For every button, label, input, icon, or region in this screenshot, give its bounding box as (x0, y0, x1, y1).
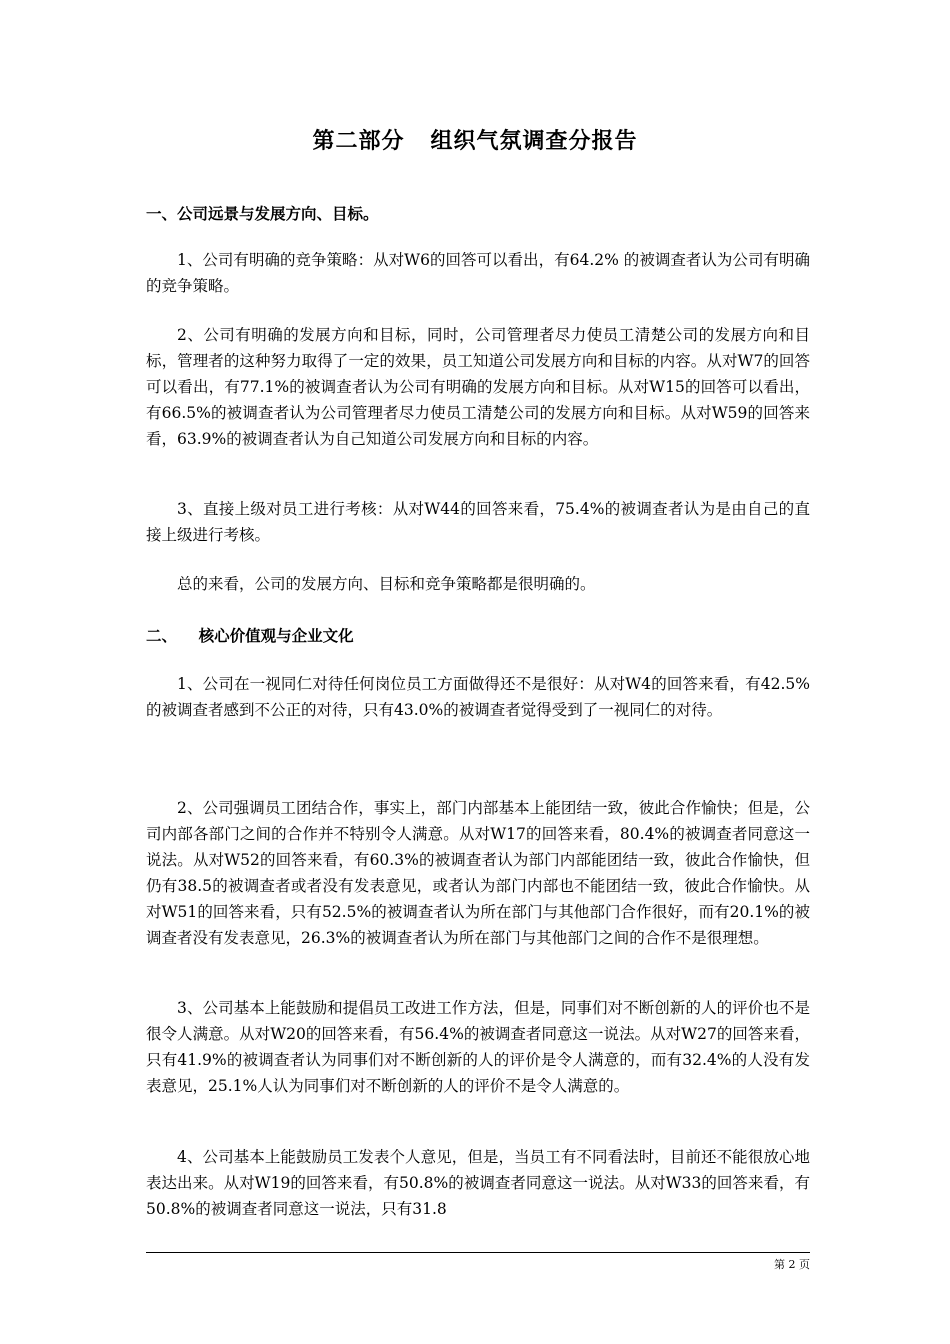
paragraph: 2、公司强调员工团结合作，事实上，部门内部基本上能团结一致，彼此合作愉快；但是，公司内部各部门之间的合作并不特别令人满意。从对W17的回答来看，80.4%的被调查者同意这一说法。从对W52的回答来看，有60.3%的被调查者认为部门内部能团结一致，彼此合作愉快，但仍有38.5的被调查者或者没有发表意见，或者认为部门内部也不能团结一致，彼此合作愉快。从对W51的回答来看，只有52.5%的被调查者认为所在部门与其他部门合作很好，而有20.1%的被调查者没有发表意见，26.3%的被调查者认为所在部门与其他部门之间的合作不是很理想。 (146, 799, 810, 947)
paragraph: 2、公司有明确的发展方向和目标，同时，公司管理者尽力使员工清楚公司的发展方向和目标，管理者的这种努力取得了一定的效果，员工知道公司发展方向和目标的内容。从对W7的回答可以看出，有77.1%的被调查者认为公司有明确的发展方向和目标。从对W15的回答可以看出，有66.5%的被调查者认为公司管理者尽力使员工清楚公司的发展方向和目标。从对W59的回答来看，63.9%的被调查者认为自己知道公司发展方向和目标的内容。 (146, 326, 810, 448)
section-heading-vision: 一、公司远景与发展方向、目标。 (146, 205, 379, 223)
section-heading-culture: 二、 核心价值观与企业文化 (146, 627, 354, 645)
paragraph: 1、公司在一视同仁对待任何岗位员工方面做得还不是很好：从对W4的回答来看，有42.5%的被调查者感到不公正的对待，只有43.0%的被调查者觉得受到了一视同仁的对待。 (146, 675, 810, 719)
page-title: 第二部分 组织气氛调查分报告 (312, 129, 638, 154)
page-number: 第 2 页 (774, 1258, 810, 1271)
footer-divider (146, 1252, 810, 1253)
paragraph: 3、直接上级对员工进行考核：从对W44的回答来看，75.4%的被调查者认为是由自己的直接上级进行考核。 (146, 500, 810, 544)
paragraph: 3、公司基本上能鼓励和提倡员工改进工作方法，但是，同事们对不断创新的人的评价也不是很令人满意。从对W20的回答来看，有56.4%的被调查者同意这一说法。从对W27的回答来看，只有41.9%的被调查者认为同事们对不断创新的人的评价是令人满意的，而有32.4%的人没有发表意见，25.1%人认为同事们对不断创新的人的评价不是令人满意的。 (146, 999, 810, 1095)
paragraph: 4、公司基本上能鼓励员工发表个人意见，但是，当员工有不同看法时，目前还不能很放心地表达出来。从对W19的回答来看，有50.8%的被调查者同意这一说法。从对W33的回答来看，有50.8%的被调查者同意这一说法，只有31.8 (146, 1148, 810, 1218)
paragraph: 1、公司有明确的竞争策略：从对W6的回答可以看出，有64.2% 的被调查者认为公司有明确的竞争策略。 (146, 251, 810, 295)
paragraph: 总的来看，公司的发展方向、目标和竞争策略都是很明确的。 (177, 575, 596, 593)
